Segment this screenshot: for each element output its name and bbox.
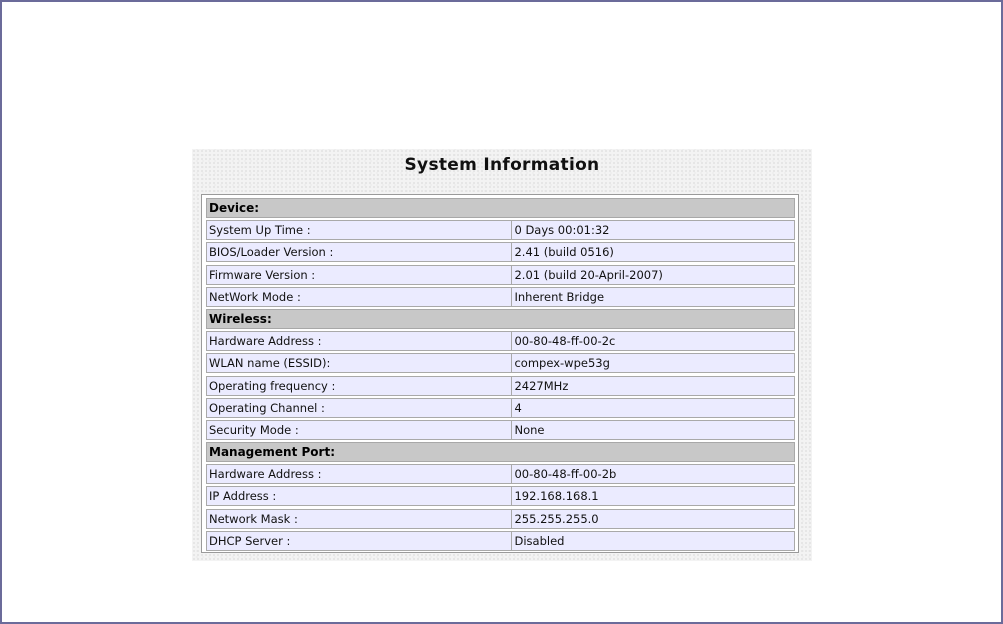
row-label: Security Mode : xyxy=(206,420,512,440)
row-label: WLAN name (ESSID): xyxy=(206,353,512,373)
row-value: 00-80-48-ff-00-2c xyxy=(511,331,795,351)
row-label: Hardware Address : xyxy=(206,331,512,351)
row-value: 192.168.168.1 xyxy=(511,486,795,506)
row-value: None xyxy=(511,420,795,440)
row-value: 4 xyxy=(511,398,795,418)
table-row xyxy=(206,331,795,351)
row-value: Inherent Bridge xyxy=(511,287,795,307)
row-value: 2.41 (build 0516) xyxy=(511,242,795,262)
row-value: Disabled xyxy=(511,531,795,551)
system-information-panel xyxy=(192,149,812,561)
row-label: Hardware Address : xyxy=(206,464,512,484)
row-label: Operating frequency : xyxy=(206,376,512,396)
row-label: Firmware Version : xyxy=(206,265,512,285)
table-row xyxy=(206,220,795,240)
row-label: IP Address : xyxy=(206,486,512,506)
row-value: 2.01 (build 20-April-2007) xyxy=(511,265,795,285)
row-label: Operating Channel : xyxy=(206,398,512,418)
section-header-device: Device: xyxy=(206,198,795,218)
info-table xyxy=(201,194,799,553)
row-label: Network Mask : xyxy=(206,509,512,529)
row-label: DHCP Server : xyxy=(206,531,512,551)
row-label: BIOS/Loader Version : xyxy=(206,242,512,262)
row-label: NetWork Mode : xyxy=(206,287,512,307)
section-header-row xyxy=(206,442,795,462)
section-header-wireless: Wireless: xyxy=(206,309,795,329)
row-value: 0 Days 00:01:32 xyxy=(511,220,795,240)
row-value: 255.255.255.0 xyxy=(511,509,795,529)
page-title: System Information xyxy=(404,155,600,175)
table-row xyxy=(206,464,795,484)
table-row xyxy=(206,287,795,307)
row-value: 00-80-48-ff-00-2b xyxy=(511,464,795,484)
row-label: System Up Time : xyxy=(206,220,512,240)
section-header-row xyxy=(206,309,795,329)
table-row xyxy=(206,353,795,373)
table-row xyxy=(206,420,795,440)
table-row xyxy=(206,265,795,285)
section-header-management-port: Management Port: xyxy=(206,442,795,462)
table-row xyxy=(206,531,795,551)
section-header-row xyxy=(206,198,795,218)
table-row xyxy=(206,509,795,529)
table-row xyxy=(206,242,795,262)
table-row xyxy=(206,376,795,396)
row-value: 2427MHz xyxy=(511,376,795,396)
row-value: compex-wpe53g xyxy=(511,353,795,373)
table-row xyxy=(206,398,795,418)
table-row xyxy=(206,486,795,506)
